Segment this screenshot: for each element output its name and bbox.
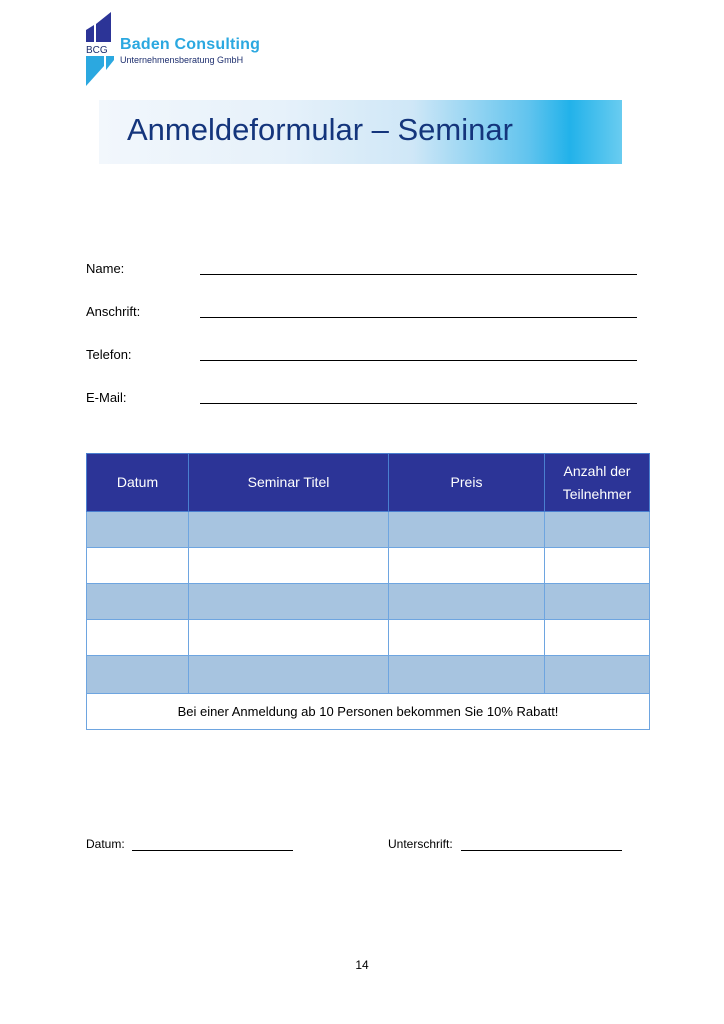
table-cell[interactable] <box>389 548 545 584</box>
page-title: Anmeldeformular – Seminar <box>127 112 513 147</box>
signature-label: Unterschrift: <box>388 837 453 851</box>
table-cell[interactable] <box>389 620 545 656</box>
header-price: Preis <box>389 454 545 512</box>
address-line[interactable] <box>200 317 637 318</box>
signature-line[interactable] <box>461 850 622 851</box>
table-cell[interactable] <box>389 656 545 694</box>
company-logo <box>86 12 286 88</box>
table-cell[interactable] <box>545 656 650 694</box>
logo-abbr: BCG <box>86 45 108 56</box>
header-datum: Datum <box>87 454 189 512</box>
table-row <box>87 548 650 584</box>
table-cell[interactable] <box>189 548 389 584</box>
discount-note: Bei einer Anmeldung ab 10 Personen bekommen Sie 10% Rabatt! <box>87 694 650 730</box>
email-line[interactable] <box>200 403 637 404</box>
company-name: Baden Consulting <box>120 36 261 53</box>
table-cell[interactable] <box>545 620 650 656</box>
table-cell[interactable] <box>87 584 189 620</box>
table-cell[interactable] <box>389 584 545 620</box>
address-label: Anschrift: <box>86 304 141 319</box>
table-row <box>87 656 650 694</box>
table-cell[interactable] <box>545 548 650 584</box>
table-cell[interactable] <box>545 512 650 548</box>
table-cell[interactable] <box>87 548 189 584</box>
company-subtitle: Unternehmensberatung GmbH <box>120 55 244 65</box>
table-cell[interactable] <box>87 512 189 548</box>
email-label: E-Mail: <box>86 390 127 405</box>
table-cell[interactable] <box>189 656 389 694</box>
phone-line[interactable] <box>200 360 637 361</box>
page-number: 14 <box>355 958 369 972</box>
table-header-row <box>87 454 650 512</box>
table-row <box>87 584 650 620</box>
header-participants: Anzahl der Teilnehmer <box>545 454 650 512</box>
table-cell[interactable] <box>389 512 545 548</box>
name-line[interactable] <box>200 274 637 275</box>
bcg-logo-mark <box>86 12 114 86</box>
table-cell[interactable] <box>545 584 650 620</box>
date-label: Datum: <box>86 837 125 851</box>
table-cell[interactable] <box>87 620 189 656</box>
table-cell[interactable] <box>189 620 389 656</box>
date-line[interactable] <box>132 850 293 851</box>
name-label: Name: <box>86 261 125 276</box>
table-cell[interactable] <box>189 512 389 548</box>
header-seminar-title: Seminar Titel <box>189 454 389 512</box>
title-banner <box>99 100 622 164</box>
table-row <box>87 512 650 548</box>
table-note-row <box>87 694 650 730</box>
seminar-table <box>86 453 650 730</box>
table-cell[interactable] <box>87 656 189 694</box>
phone-label: Telefon: <box>86 347 132 362</box>
table-row <box>87 620 650 656</box>
table-cell[interactable] <box>189 584 389 620</box>
